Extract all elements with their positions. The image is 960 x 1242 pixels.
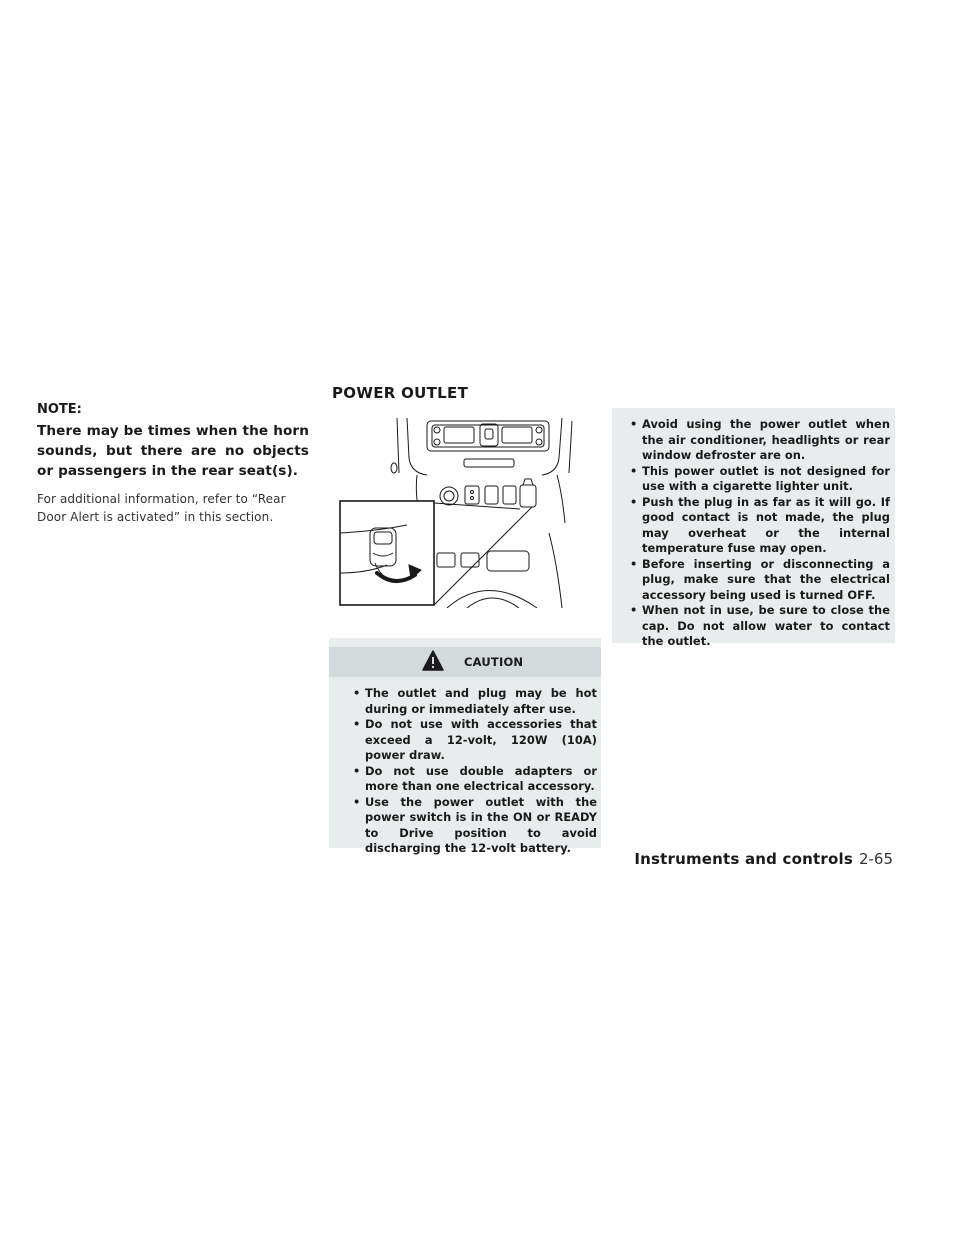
section-title: POWER OUTLET: [332, 384, 469, 402]
caution-item: • The outlet and plug may be hot during or immediately after use.: [339, 686, 597, 717]
usage-tip-item: • Before inserting or disconnecting a plug, make sure that the electrical accessory being used is turned OFF.: [616, 557, 890, 604]
page-footer: [634, 850, 893, 868]
usage-tip-item: • When not in use, be sure to close the cap. Do not allow water to contact the outlet.: [616, 603, 890, 650]
note-section: [37, 402, 309, 526]
caution-box: [329, 638, 601, 855]
usage-tips-list: [616, 417, 890, 650]
power-outlet-illustration: [337, 413, 577, 608]
page-number: 2-65: [858, 850, 893, 868]
usage-tip-item: • Avoid using the power outlet when the air conditioner, headlights or rear window defroster are on.: [616, 417, 890, 464]
usage-tips-box: [612, 408, 895, 648]
footer-chapter-title: Instruments and controls: [634, 850, 853, 868]
note-reference-text: For additional information, refer to “Rear Door Alert is activated” in this section.: [37, 492, 286, 524]
usage-tip-item: • This power outlet is not designed for use with a cigarette lighter unit.: [616, 464, 890, 495]
caution-item: • Use the power outlet with the power switch is in the ON or READY to Drive position to avoid discharging the 12-volt battery.: [339, 795, 597, 857]
caution-label: CAUTION: [464, 655, 524, 669]
note-label: NOTE:: [37, 402, 82, 417]
usage-tip-item: • Push the plug in as far as it will go. If good contact is not made, the plug may overheat or the internal temperature fuse may open.: [616, 495, 890, 557]
caution-item: • Do not use double adapters or more than one electrical accessory.: [339, 764, 597, 795]
caution-list: [339, 686, 597, 857]
warning-icon: [422, 650, 444, 672]
caution-item: • Do not use with accessories that exceed a 12-volt, 120W (10A) power draw.: [339, 717, 597, 764]
note-text: There may be times when the horn sounds, but there are no objects or passengers in the rear seat(s).: [37, 423, 309, 479]
